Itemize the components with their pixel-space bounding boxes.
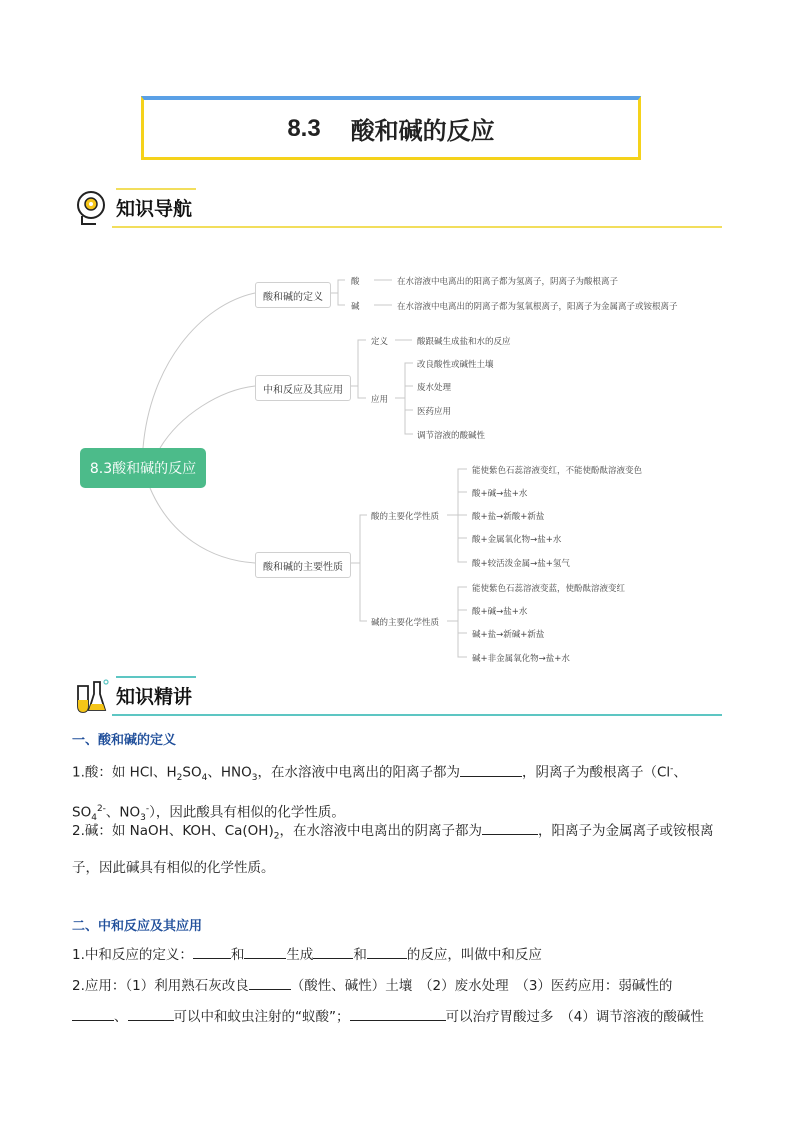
leaf-app: 废水处理 xyxy=(417,383,452,393)
leaf-acid-prop: 酸+碱→盐+水 xyxy=(472,489,528,499)
section-header-explanation xyxy=(72,676,722,716)
leaf-acid-prop: 能使紫色石蕊溶液变红，不能使酚酞溶液变色 xyxy=(472,466,643,476)
leaf-base-prop: 碱+盐→新碱+新盐 xyxy=(472,630,545,640)
leaf-acid-prop-label: 酸的主要化学性质 xyxy=(371,512,440,522)
paragraph-base: 2.碱：如 NaOH、KOH、$Ca(OH)_2$，在水溶液中电离出的阴离子都为 ，阳离子为金属离子或铵根离 子，因此碱具有相似的化学性质。 xyxy=(72,816,724,884)
blank[interactable] xyxy=(482,820,538,835)
leaf-acid-prop: 酸+较活泼金属→盐+氢气 xyxy=(472,559,570,569)
leaf-base-prop: 能使紫色石蕊溶液变蓝，使酚酞溶液变红 xyxy=(472,584,626,594)
paragraph-neutralization-def: 1.中和反应的定义： 和 生成 和 的反应，叫做中和反应 xyxy=(72,940,724,971)
blank[interactable] xyxy=(193,944,231,959)
paragraph-applications: 2.应用：（1）利用熟石灰改良 （酸性、碱性）土壤 （2）废水处理 （3）医药应用：弱碱性的 、 可以中和蚊虫注射的“蚁酸”； 可以治疗胃酸过多 （4）调节溶液的酸碱性 xyxy=(72,971,724,1033)
leaf-app-label: 应用 xyxy=(371,395,389,405)
leaf-acid-prop: 酸+盐→新酸+新盐 xyxy=(472,512,545,522)
leaf-base-def: 在水溶液中电离出的阴离子都为氢氧根离子，阳离子为金属离子或铵根离子 xyxy=(397,302,678,312)
section-label: 知识精讲 xyxy=(116,686,193,708)
blank[interactable] xyxy=(460,762,522,777)
mindmap xyxy=(0,245,794,670)
blank[interactable] xyxy=(350,1006,446,1021)
leaf-base-prop: 酸+碱→盐+水 xyxy=(472,607,528,617)
leaf-app: 改良酸性或碱性土壤 xyxy=(417,360,494,370)
heading-neutralization: 二、中和反应及其应用 xyxy=(72,919,203,934)
node-properties: 酸和碱的主要性质 xyxy=(255,552,351,578)
leaf-base-prop: 碱+非金属氧化物→盐+水 xyxy=(472,654,570,664)
page-title: 酸和碱的反应 xyxy=(350,117,495,145)
blank[interactable] xyxy=(128,1006,174,1021)
title-box xyxy=(141,96,641,160)
blank[interactable] xyxy=(244,944,286,959)
leaf-def-text: 酸跟碱生成盐和水的反应 xyxy=(417,337,511,347)
leaf-app: 调节溶液的酸碱性 xyxy=(417,431,486,441)
leaf-base-prop-label: 碱的主要化学性质 xyxy=(371,618,440,628)
mindmap-root: 8.3酸和碱的反应 xyxy=(80,448,206,488)
heading-definition: 一、酸和碱的定义 xyxy=(72,733,177,748)
paragraph-acid: 1.酸：如 HCl、$H_2SO_4$、$HNO_3$，在水溶液中电离出的阳离子都为 ，阴离子为酸根离子（Cl-、 $SO_4^{2-}$、$NO_3^-$），因此酸具有相似的化学性质。 xyxy=(72,754,724,834)
blank[interactable] xyxy=(72,1006,114,1021)
section-label: 知识导航 xyxy=(116,198,193,220)
blank[interactable] xyxy=(249,975,291,990)
leaf-acid-prop: 酸+金属氧化物→盐+水 xyxy=(472,535,562,545)
leaf-base: 碱 xyxy=(351,302,360,312)
leaf-acid-def: 在水溶液中电离出的阳离子都为氢离子，阴离子为酸根离子 xyxy=(397,277,619,287)
title-number: 8.3 xyxy=(287,114,321,142)
blank[interactable] xyxy=(367,944,407,959)
section-header-navigation xyxy=(72,188,722,228)
leaf-acid: 酸 xyxy=(351,277,360,287)
leaf-def-label: 定义 xyxy=(371,337,389,347)
leaf-app: 医药应用 xyxy=(417,407,452,417)
chemistry-flask-icon xyxy=(72,676,110,714)
node-neutralization: 中和反应及其应用 xyxy=(255,375,351,401)
brain-gear-icon xyxy=(72,188,110,226)
blank[interactable] xyxy=(313,944,353,959)
node-definition: 酸和碱的定义 xyxy=(255,282,331,308)
